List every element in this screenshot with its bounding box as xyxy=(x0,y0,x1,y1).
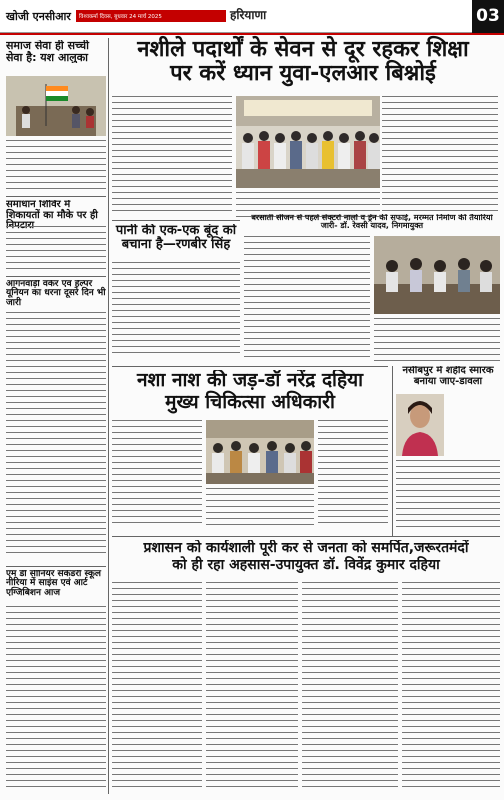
lead-headline xyxy=(108,38,498,86)
lead-headline-line1: नशीले पदार्थों के सेवन से दूर रहकर शिक्षा xyxy=(137,37,469,62)
article-body-prashasan-col1 xyxy=(112,582,202,794)
headline-nasha-line2: मुख्य चिकित्सा अधिकारी xyxy=(165,390,335,413)
article-body-samaj xyxy=(6,140,106,192)
divider xyxy=(112,220,240,221)
photo-portrait xyxy=(396,394,444,456)
photo-officials-meeting xyxy=(374,236,500,314)
article-body-nasha-left xyxy=(112,420,202,532)
divider xyxy=(6,276,106,277)
divider xyxy=(6,566,106,567)
headline-nasha-line1: नशा नाश की जड़-डॉ नरेंद्र दहिया xyxy=(136,370,364,391)
headline-barsati-season: बरसाती सीजन से पहले सेक्टरों नालों व ड्रेन की सफाई, मरम्मत निर्माण की तैयारियां जारी- डॉ. रेवसी यादव, निगमायुक्त xyxy=(251,214,493,231)
dateline: विश्वकर्मा दिवस, बुधवार 24 मार्च 2025 xyxy=(76,10,226,22)
divider xyxy=(112,536,500,537)
article-body-nasha-middle xyxy=(206,488,314,532)
headline-samadhan-shivir: समाधान शिविर में शिकायतों का मौके पर ही xyxy=(6,200,98,221)
headline-pani-bachana: पानी की एक-एक बूंद को बचाना है—रणबीर सिंह xyxy=(115,224,237,252)
article-body-prashasan-col2 xyxy=(206,582,298,794)
headline-prashasan-line2: को ही रहा अहसास-उपायुक्त डॉ. विवेंद्र कुमार दहिया xyxy=(172,556,440,573)
masthead xyxy=(0,0,504,33)
article-body-anganwadi xyxy=(6,312,106,562)
section-title: हरियाणा xyxy=(230,8,267,22)
photo-flag-ceremony xyxy=(6,76,106,136)
headline-prashasan xyxy=(112,540,500,574)
photo-seminar xyxy=(236,96,380,188)
headline-naseebpur: नसीबपुर में शहीद स्मारक बनाया जाए-डावला xyxy=(402,366,494,387)
headline-anganwadi: आंगनवाड़ी वर्कर एवं हैल्पर यूनियन का धरना दूसरे दिन भी जारी xyxy=(6,280,106,308)
article-body-prashasan-col3 xyxy=(302,582,398,794)
article-body-samadhan xyxy=(6,226,106,272)
divider xyxy=(112,366,388,367)
article-body-prashasan-col4 xyxy=(402,582,500,794)
column-divider xyxy=(392,366,393,536)
lead-article-body xyxy=(112,96,232,216)
column-divider xyxy=(108,38,109,794)
headline-nasha xyxy=(112,370,388,414)
photo-nasha-seminar xyxy=(206,420,314,484)
masthead-rule xyxy=(0,33,504,35)
page-number: 03 xyxy=(472,0,504,33)
article-body-barsati xyxy=(244,236,370,366)
divider xyxy=(6,196,106,197)
headline-prashasan-line1: प्रशासन को कार्यशाली पूरी कर से जनता को समर्पित,जरूरतमंदों xyxy=(143,540,469,556)
headline-md-school: एम डी सीनियर सेकेंडरी स्कूल नीरिया में साइंस एवं आर्ट एग्जिबिशन आज xyxy=(6,570,102,598)
portrait-callout xyxy=(446,394,500,456)
article-body-naseebpur xyxy=(396,460,500,532)
brand-name: खोजी एनसीआर xyxy=(6,10,71,23)
lead-headline-line2: पर करें ध्यान युवा-एलआर बिश्नोई xyxy=(170,61,436,87)
headline-samaj-seva: समाज सेवा ही सच्ची सेवा है: यश आलुका xyxy=(6,40,90,64)
lead-article-body-right xyxy=(382,96,498,216)
article-body-nasha-right xyxy=(318,420,388,532)
article-body-pani xyxy=(112,262,240,362)
article-body-md-school xyxy=(6,606,106,794)
article-body-barsati-right xyxy=(374,318,500,366)
